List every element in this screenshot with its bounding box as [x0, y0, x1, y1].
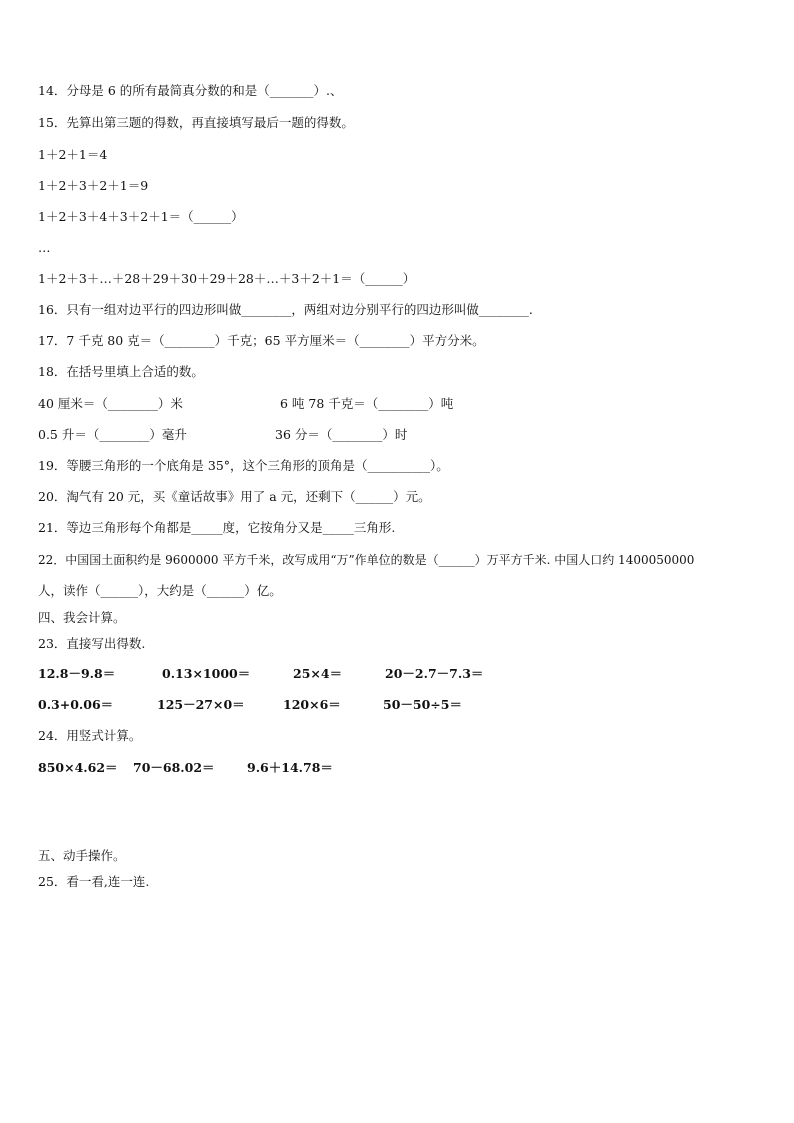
question-15-prompt: 15．先算出第三题的得数，再直接填写最后一题的得数。	[38, 115, 354, 130]
question-18-item-1: 40 厘米＝（________）米	[38, 396, 183, 411]
q24-item-3: 9.6＋14.78＝	[247, 760, 333, 775]
question-15-ellipsis: …	[38, 240, 51, 255]
q23-item-8: 50－50÷5＝	[383, 697, 462, 712]
question-23-prompt: 23．直接写出得数.	[38, 636, 146, 651]
q23-item-6: 125－27×0＝	[157, 697, 245, 712]
question-18-item-4: 36 分＝（________）时	[275, 427, 408, 442]
q23-item-2: 0.13×1000＝	[162, 666, 251, 681]
question-14: 14．分母是 6 的所有最简真分数的和是（_______）.、	[38, 83, 343, 98]
question-20: 20．淘气有 20 元，买《童话故事》用了 a 元，还剩下（______）元。	[38, 489, 431, 504]
section-4-heading: 四、我会计算。	[38, 610, 126, 625]
section-5-heading: 五、动手操作。	[38, 848, 126, 863]
question-19: 19．等腰三角形的一个底角是 35°，这个三角形的顶角是（__________）。	[38, 458, 449, 473]
q23-item-5: 0.3+0.06＝	[38, 697, 114, 712]
question-18-item-3: 0.5 升＝（________）毫升	[38, 427, 187, 442]
question-15-line-1: 1＋2＋1＝4	[38, 147, 108, 162]
question-18-prompt: 18．在括号里填上合适的数。	[38, 364, 204, 379]
question-25: 25．看一看,连一连.	[38, 874, 150, 889]
question-22-line-1: 22．中国国土面积约是 9600000 平方千米，改写成用“万”作单位的数是（______）万平方千米. 中国人口约 1400050000	[38, 553, 695, 567]
q23-item-1: 12.8－9.8＝	[38, 666, 116, 681]
question-17: 17．7 千克 80 克＝（________）千克；65 平方厘米＝（________）平方分米。	[38, 333, 485, 348]
question-16: 16．只有一组对边平行的四边形叫做________，两组对边分别平行的四边形叫做________.	[38, 302, 533, 317]
question-24-prompt: 24．用竖式计算。	[38, 728, 142, 743]
question-18-item-2: 6 吨 78 千克＝（________）吨	[280, 396, 454, 411]
question-22-line-2: 人，读作（______），大约是（______）亿。	[38, 583, 282, 598]
q24-item-2: 70－68.02＝	[133, 760, 215, 775]
q23-item-3: 25×4＝	[293, 666, 343, 681]
question-15-line-2: 1＋2＋3＋2＋1＝9	[38, 178, 149, 193]
question-15-line-3: 1＋2＋3＋4＋3＋2＋1＝（______）	[38, 209, 244, 224]
question-21: 21．等边三角形每个角都是_____度，它按角分又是_____三角形.	[38, 520, 396, 535]
q23-item-7: 120×6＝	[283, 697, 341, 712]
question-15-line-5: 1＋2＋3＋…＋28＋29＋30＋29＋28＋…＋3＋2＋1＝（______）	[38, 271, 416, 286]
q24-item-1: 850×4.62＝	[38, 760, 118, 775]
q23-item-4: 20－2.7－7.3＝	[385, 666, 484, 681]
